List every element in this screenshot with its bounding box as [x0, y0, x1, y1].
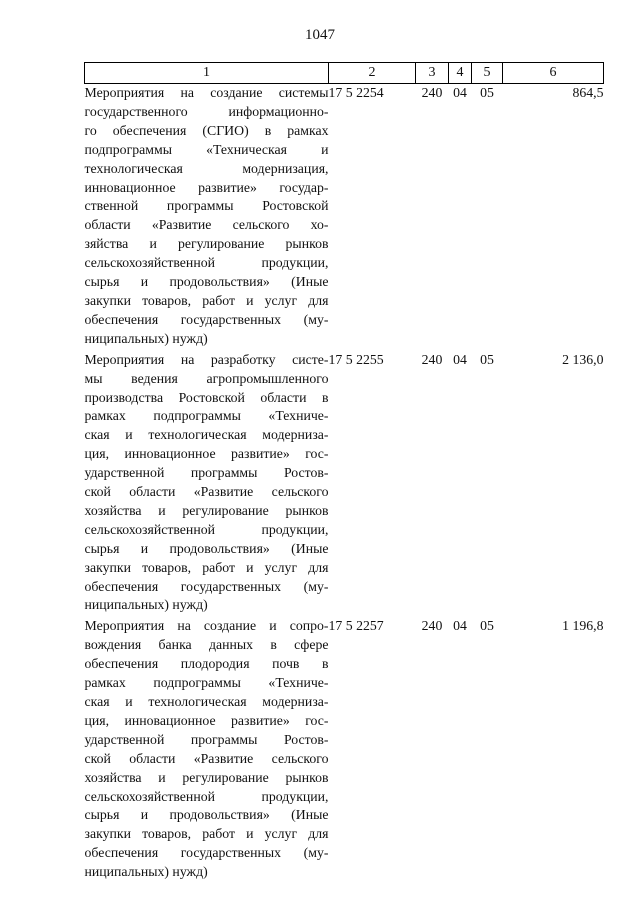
header-col-4: 4	[449, 63, 472, 84]
table-row	[85, 84, 604, 349]
row-description	[85, 351, 329, 616]
description-line: ниципальных) нужд)	[84, 330, 208, 346]
expense-type-code: 240	[421, 618, 443, 634]
header-col-3: 3	[416, 63, 449, 84]
target-article-code: 17 5 2254	[328, 85, 384, 100]
description-line: ция, инновационное развитие» гос-	[84, 712, 329, 728]
description-line: обеспечения государственных (му-	[84, 845, 329, 861]
amount: 1 196,8	[562, 618, 604, 634]
description-line: го обеспечения (СГИО) в рамках	[84, 122, 329, 138]
description-line: мы ведения агропромышленного	[84, 370, 329, 386]
description-line: сельскохозяйственной продукции,	[84, 788, 329, 804]
page-number: 1047	[305, 27, 335, 43]
description-line: рамках подпрограммы «Техниче-	[84, 408, 329, 424]
description-line: сельскохозяйственной продукции,	[84, 255, 329, 271]
target-article-code: 17 5 2257	[328, 618, 384, 634]
header-col-6: 6	[503, 63, 604, 84]
description-line: производства Ростовской области в	[84, 389, 329, 405]
description-line: закупки товаров, работ и услуг для	[84, 826, 329, 842]
description-line: Мероприятия на разработку систе-	[84, 351, 329, 367]
section-code: 04	[453, 618, 467, 634]
description-line: ударственной программы Ростов-	[84, 465, 329, 481]
description-line: обеспечения государственных (му-	[84, 578, 329, 594]
subsection-code: 05	[480, 351, 494, 367]
description-line: ция, инновационное развитие» гос-	[84, 446, 329, 462]
description-line: подпрограммы «Техническая и	[84, 141, 329, 157]
description-line: зяйства и регулирование рынков	[84, 236, 329, 252]
description-line: Мероприятия на создание системы	[84, 85, 329, 100]
description-line: сырья и продовольствия» (Иные	[84, 540, 329, 556]
description-line: закупки товаров, работ и услуг для	[84, 559, 329, 575]
expense-type-code: 240	[421, 351, 443, 367]
budget-table	[84, 62, 604, 882]
description-line: государственного информационно-	[84, 103, 329, 119]
description-line: сырья и продовольствия» (Иные	[84, 274, 329, 290]
header-col-5: 5	[472, 63, 503, 84]
description-line: технологическая модернизация,	[84, 160, 329, 176]
description-line: ударственной программы Ростов-	[84, 731, 329, 747]
expense-type-code: 240	[421, 85, 443, 100]
description-line: инновационное развитие» государ-	[84, 179, 329, 195]
description-line: хозяйства и регулирование рынков	[84, 502, 329, 518]
description-line: обеспечения плодородия почв в	[84, 656, 329, 672]
description-line: ская и технологическая модерниза-	[84, 427, 329, 443]
header-col-1: 1	[85, 63, 329, 84]
amount: 2 136,0	[562, 351, 604, 367]
amount: 864,5	[572, 85, 604, 100]
description-line: хозяйства и регулирование рынков	[84, 769, 329, 785]
row-description	[85, 617, 329, 882]
subsection-code: 05	[480, 85, 494, 100]
section-code: 04	[453, 85, 467, 100]
header-col-2: 2	[329, 63, 416, 84]
row-description	[85, 84, 329, 349]
description-line: ниципальных) нужд)	[84, 864, 208, 880]
subsection-code: 05	[480, 618, 494, 634]
description-line: Мероприятия на создание и сопро-	[84, 618, 329, 634]
description-line: рамках подпрограммы «Техниче-	[84, 675, 329, 691]
description-line: сельскохозяйственной продукции,	[84, 521, 329, 537]
description-line: закупки товаров, работ и услуг для	[84, 292, 329, 308]
description-line: ской области «Развитие сельского	[84, 750, 329, 766]
description-line: обеспечения государственных (му-	[84, 311, 329, 327]
description-line: ственной программы Ростовской	[84, 198, 329, 214]
description-line: сырья и продовольствия» (Иные	[84, 807, 329, 823]
description-line: ской области «Развитие сельского	[84, 484, 329, 500]
table-row	[85, 351, 604, 616]
description-line: ская и технологическая модерниза-	[84, 694, 329, 709]
description-line: области «Развитие сельского хо-	[84, 217, 329, 233]
table-row	[85, 617, 604, 882]
section-code: 04	[453, 351, 467, 367]
target-article-code: 17 5 2255	[328, 351, 384, 367]
description-line: вождения банка данных в сфере	[84, 637, 329, 653]
description-line: ниципальных) нужд)	[84, 597, 208, 613]
table-header-row	[85, 63, 604, 84]
